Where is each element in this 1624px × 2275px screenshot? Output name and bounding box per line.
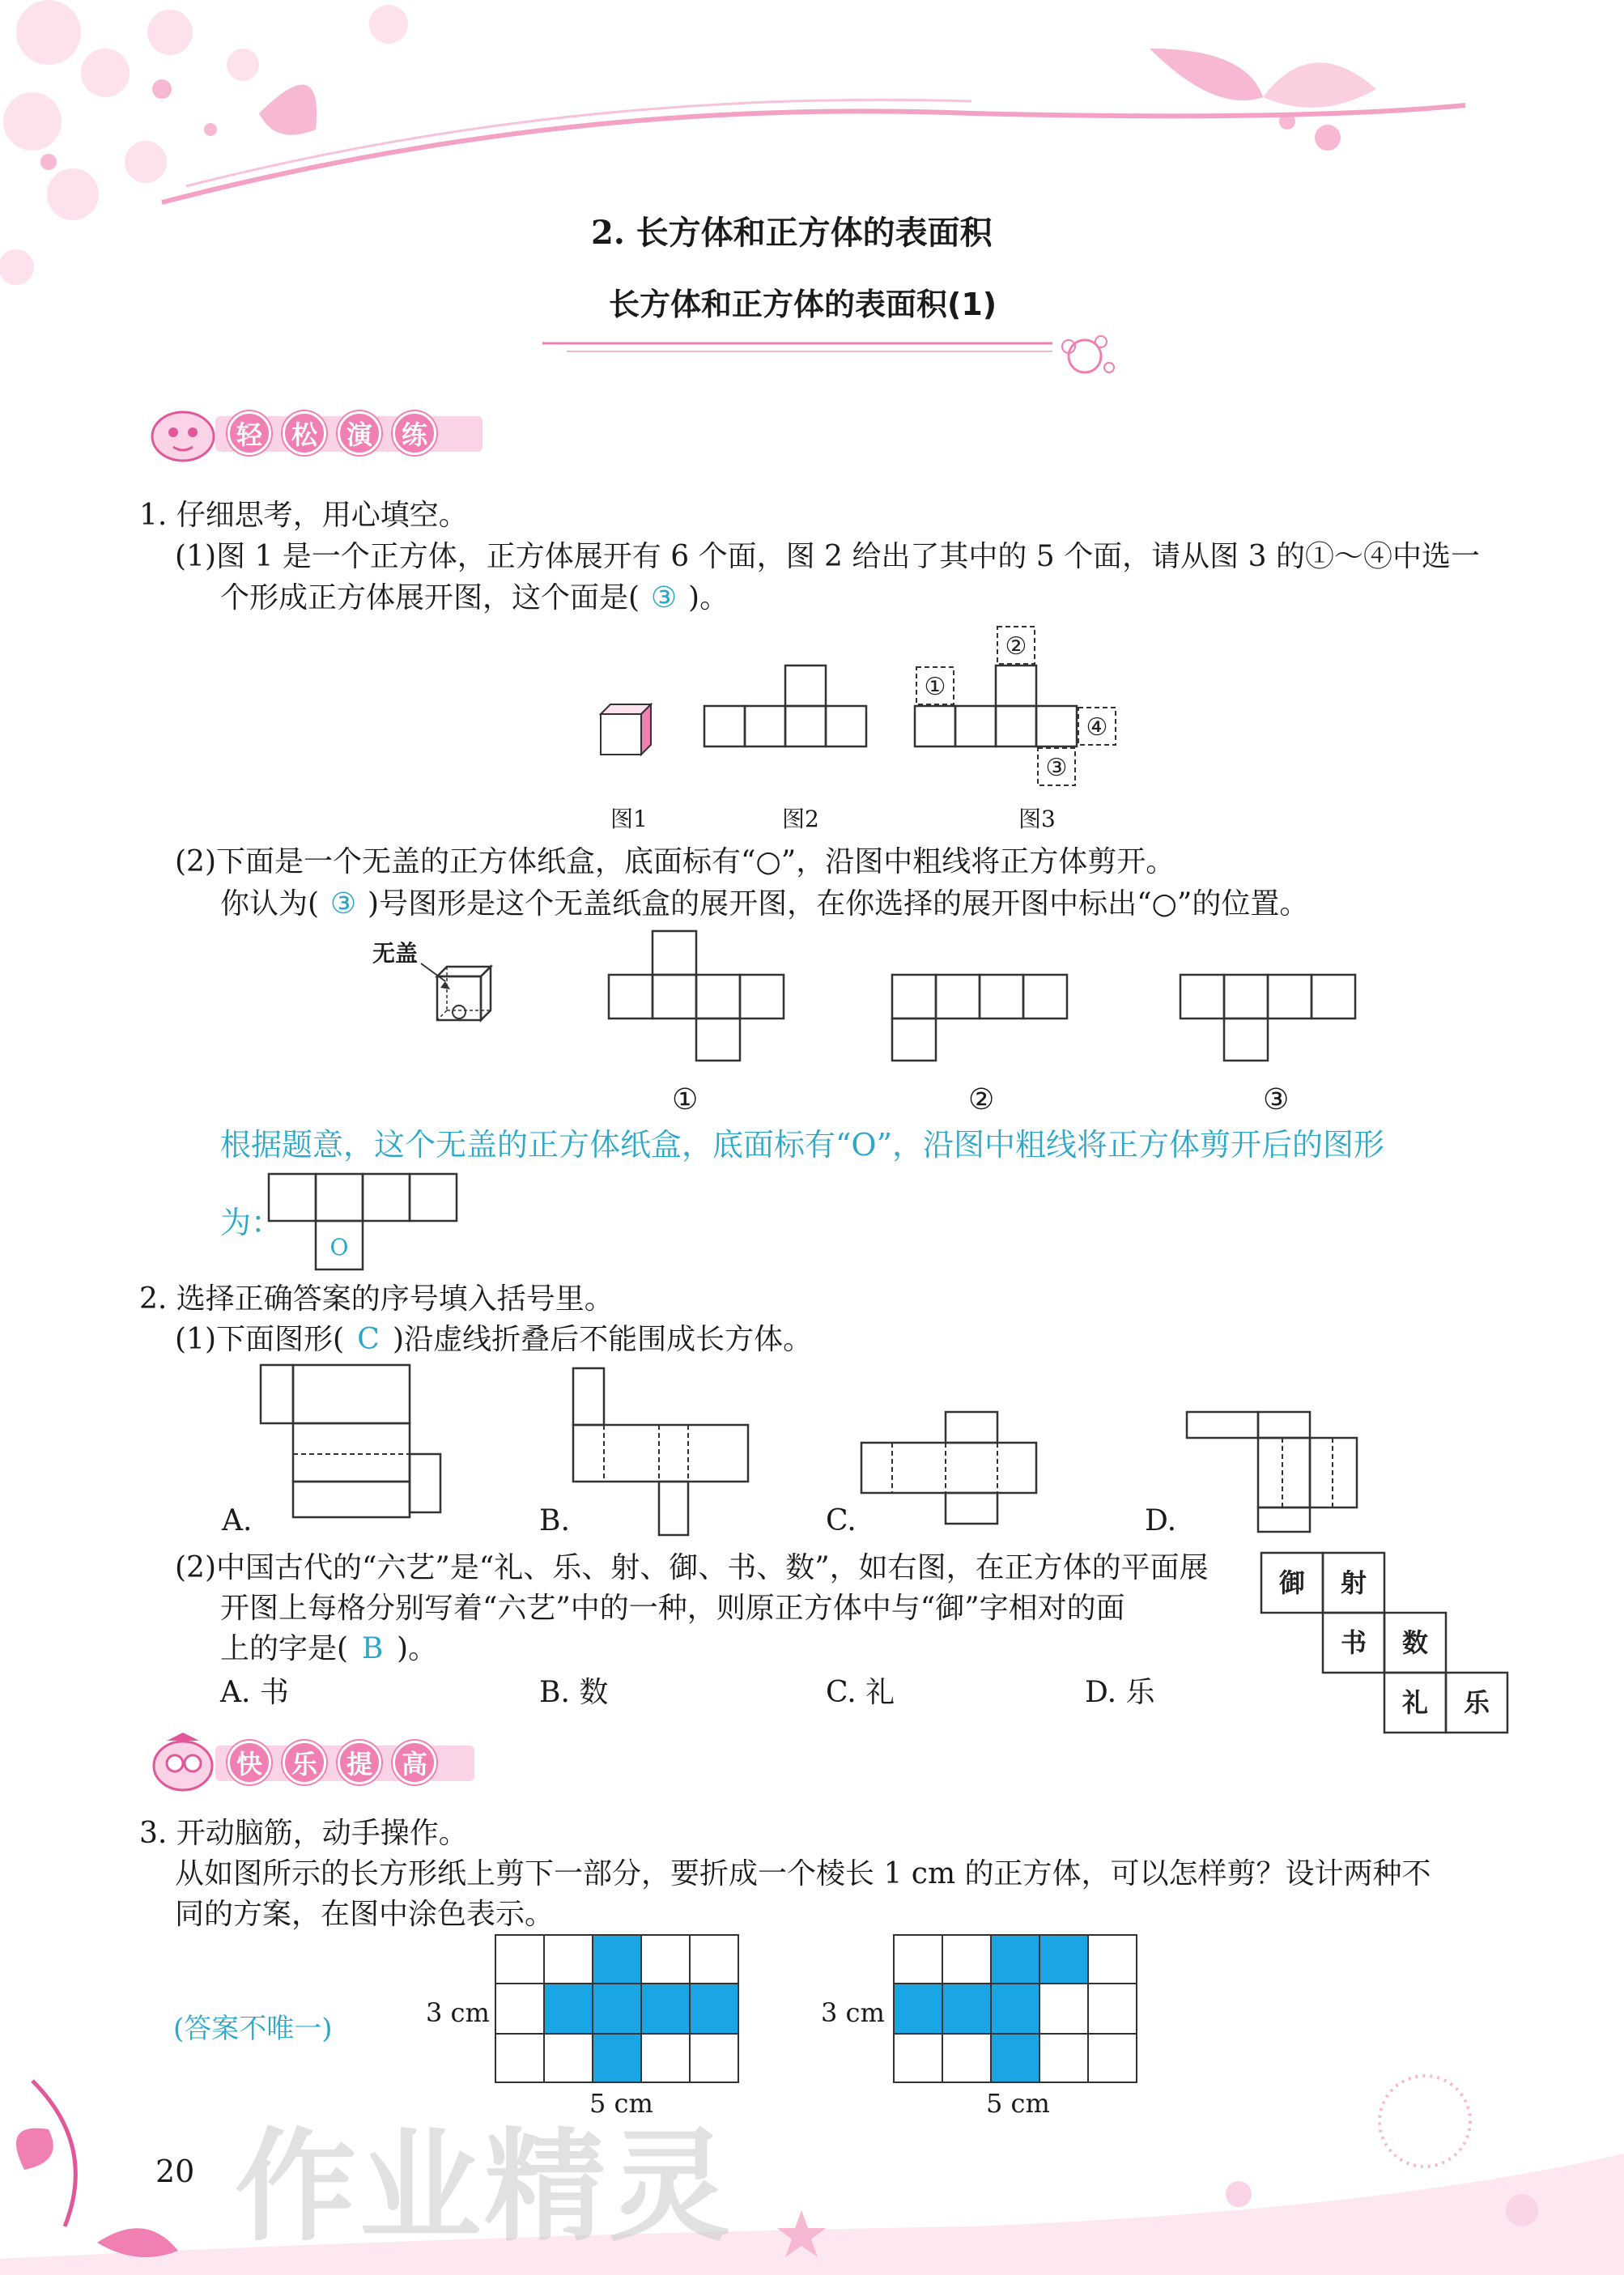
q2-part2-option-d: D. 乐: [1085, 1676, 1155, 1709]
fig3-net: [915, 625, 1158, 787]
q1-part1-answer: ③: [650, 581, 678, 614]
q2-option-b-net: [573, 1368, 767, 1563]
q3-note: (答案不唯一): [173, 2013, 333, 2045]
q1-part2-pre: 你认为(: [220, 887, 320, 921]
q2-option-c-label: C.: [826, 1504, 857, 1537]
q2-option-d-label: D.: [1145, 1504, 1177, 1537]
net-char: 书: [1340, 1627, 1367, 1658]
fig2-net: [704, 665, 874, 755]
net-char: 御: [1278, 1567, 1306, 1598]
no-lid-label: 无盖: [372, 940, 419, 967]
q3-line2: 同的方案，在图中涂色表示。: [175, 1898, 555, 1931]
explanation-net: [269, 1174, 479, 1279]
grid2-height-label: 3 cm: [821, 1997, 885, 2028]
q2-part2-pre: 上的字是(: [220, 1632, 349, 1665]
q2-part1-pre: (1)下面图形(: [175, 1323, 345, 1356]
lesson-title: 长方体和正方体的表面积(1): [609, 287, 997, 322]
q2-part2-line1: (2)中国古代的“六艺”是“礼、乐、射、御、书、数”，如右图，在正方体的平面展: [175, 1551, 1209, 1584]
q1-stem: 1. 仔细思考，用心填空。: [139, 499, 468, 532]
grid2-width-label: 5 cm: [986, 2088, 1050, 2119]
option-label-1: ①: [672, 1083, 699, 1116]
section-banner-practice: [142, 408, 483, 458]
net-char: 数: [1401, 1627, 1429, 1658]
q2-part1: [175, 1321, 812, 1359]
fig3-mark: ②: [1005, 632, 1027, 661]
six-arts-net: [1261, 1553, 1520, 1763]
no-lid-box: [405, 955, 534, 1061]
q3-line1: 从如图所示的长方形纸上剪下一部分，要折成一个棱长 1 cm 的正方体，可以怎样剪？设计两种不: [175, 1857, 1431, 1890]
option-label-3: ③: [1263, 1083, 1290, 1116]
fig-label-1: 图1: [610, 806, 648, 832]
q2-part2-option-c: C. 礼: [826, 1676, 895, 1709]
q2-part2-answer: B: [361, 1632, 384, 1665]
q1-part1-pre: 个形成正方体展开图，这个面是(: [220, 581, 640, 614]
section-char: 乐: [283, 1741, 326, 1784]
q1-part1-line1: (1)图 1 是一个正方体，正方体展开有 6 个面，图 2 给出了其中的 5 个面，请从图 3 的①～④中选一: [175, 540, 1480, 573]
watermark: 作业精灵: [235, 2117, 734, 2258]
title-underline: [534, 332, 1182, 405]
chapter-title: 2. 长方体和正方体的表面积: [591, 214, 993, 252]
q1-part1-line2: [220, 580, 729, 618]
fig3-mark: ③: [1045, 754, 1068, 782]
q1-part2-line2: [220, 886, 1308, 924]
net-char: 乐: [1463, 1687, 1490, 1718]
section-char: 松: [283, 411, 326, 455]
section-char: 高: [393, 1741, 436, 1784]
q2-option-a-label: A.: [222, 1504, 253, 1537]
option-1-net: [609, 931, 787, 1061]
q1-part2-answer: ③: [329, 887, 357, 921]
section-banner-improve: [142, 1737, 474, 1788]
section-char: 快: [227, 1741, 271, 1784]
q3-stem: 3. 开动脑筋，动手操作。: [139, 1817, 468, 1850]
page-number: 20: [155, 2154, 195, 2189]
q1-part2-line1: (2)下面是一个无盖的正方体纸盒，底面标有“○”，沿图中粗线将正方体剪开。: [175, 845, 1175, 878]
q2-option-b-label: B.: [539, 1504, 570, 1537]
q2-part1-answer: C: [357, 1323, 380, 1356]
fig1-cube: [601, 703, 657, 759]
explanation-mark: O: [329, 1234, 349, 1261]
grid1-width-label: 5 cm: [589, 2088, 653, 2119]
net-char: 射: [1340, 1567, 1367, 1598]
section-char: 轻: [227, 411, 271, 455]
q2-stem: 2. 选择正确答案的序号填入括号里。: [139, 1282, 614, 1316]
mascot-icon: [142, 400, 223, 465]
q2-part2-line3: [220, 1631, 437, 1669]
q2-part2-option-a: A. 书: [220, 1676, 289, 1709]
fig-label-2: 图2: [782, 806, 819, 832]
fig3-mark: ④: [1086, 713, 1108, 742]
section-char: 练: [393, 411, 436, 455]
fig3-mark: ①: [924, 673, 946, 701]
section-char: 演: [338, 411, 381, 455]
option-label-2: ②: [968, 1083, 995, 1116]
net-char: 礼: [1401, 1687, 1429, 1718]
q2-part2-option-b: B. 数: [539, 1676, 609, 1709]
fig-label-3: 图3: [1018, 806, 1056, 832]
grid1-height-label: 3 cm: [426, 1997, 490, 2028]
q2-part2-line2: 开图上每格分别写着“六艺”中的一种，则原正方体中与“御”字相对的面: [220, 1592, 1125, 1625]
q1-part1-post: )。: [688, 581, 729, 614]
q2-part1-post: )沿虚线折叠后不能围成长方体。: [393, 1323, 813, 1356]
mascot-icon: [142, 1729, 223, 1794]
q1-explanation-line1: 根据题意，这个无盖的正方体纸盒，底面标有“O”，沿图中粗线将正方体剪开后的图形: [220, 1127, 1385, 1163]
q1-part2-post: )号图形是这个无盖纸盒的展开图，在你选择的展开图中标出“○”的位置。: [368, 887, 1309, 921]
q2-part2-post: )。: [397, 1632, 438, 1665]
section-char: 提: [338, 1741, 381, 1784]
q1-explanation-line2: 为：: [220, 1205, 283, 1240]
q2-option-a-net: [261, 1365, 447, 1559]
